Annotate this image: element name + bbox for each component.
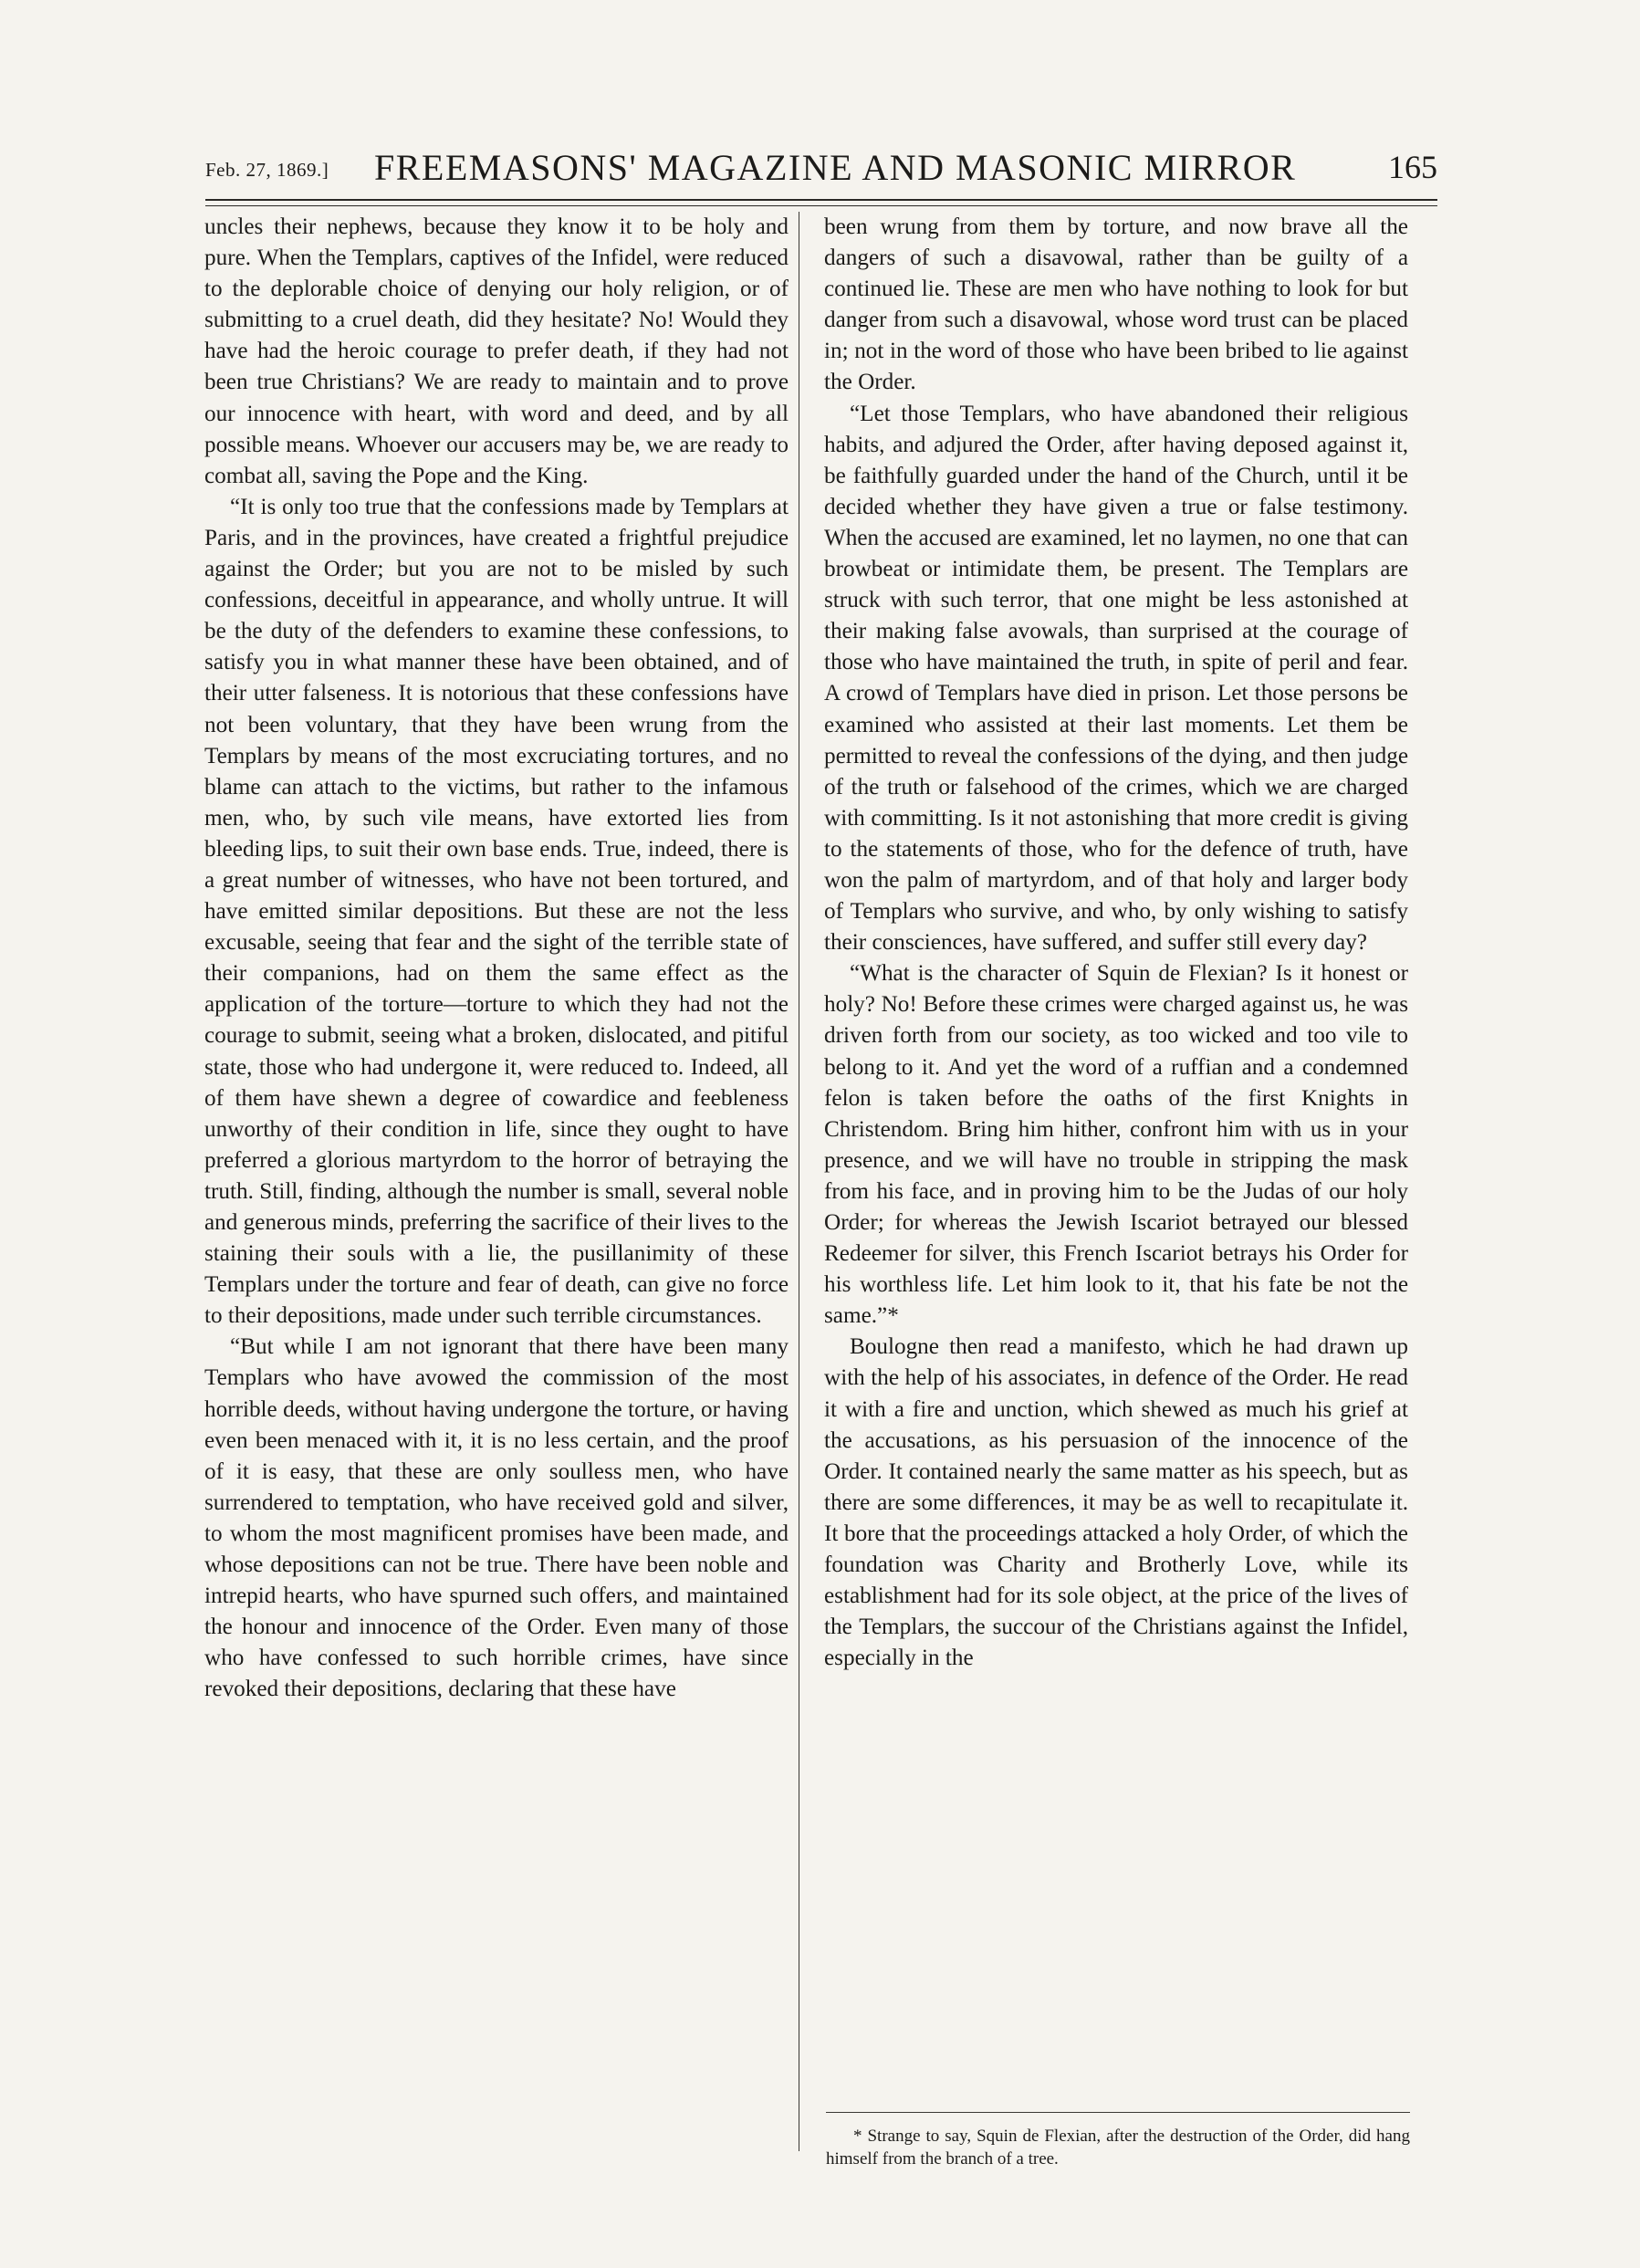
issue-date: Feb. 27, 1869.] — [205, 159, 329, 181]
page-number: 165 — [1388, 149, 1437, 185]
footnote-text: * Strange to say, Squin de Flexian, after the destruction of the Order, did hang himself from the branch of a tree. — [826, 2127, 1410, 2169]
masthead — [205, 146, 1437, 192]
left-column — [204, 212, 789, 2147]
paragraph: “It is only too true that the confessions made by Templars at Paris, and in the provinces, have created a frightful prejudice against the Order; but you are not to be misled by such confessions, deceitful in appearance, and wholly untrue. It will be the duty of the defenders to examine these confessions, to satisfy you in what manner these have been obtained, and of their utter falseness. It is notorious that these confessions have not been voluntary, that they have been wrung from the Templars by means of the most excruciating tortures, and no blame can attach to the victims, but rather to the infamous men, who, by such vile means, have extorted lies from bleeding lips, to suit their own base ends. True, indeed, there is a great number of witnesses, who have not been tortured, and have emitted similar depositions. But these are not the less excusable, seeing that fear and the sight of the terrible state of their companions, had on them the same effect as the application of the torture—torture to which they had not the courage to submit, seeing what a broken, dislocated, and pitiful state, those who had undergone it, were reduced to. Indeed, all of them have shewn a degree of cowardice and feebleness unworthy of their condition in life, since they ought to have preferred a glorious martyrdom to the horror of betraying the truth. Still, finding, although the number is small, several noble and generous minds, preferring the sacrifice of their lives to the staining their souls with a lie, the pusillanimity of these Templars under the torture and fear of death, can give no force to their depositions, made under such terrible circumstances. — [204, 494, 789, 1329]
paragraph: “But while I am not ignorant that there have been many Templars who have avowed the commission of the most horrible deeds, without having undergone the torture, or having even been menaced with it, it is no less certain, and the proof of it is easy, that these are only soulless men, who have surrendered to temptation, who have received gold and silver, to whom the most magnificent promises have been made, and whose depositions can not be true. There have been noble and intrepid hearts, who have spurned such offers, and maintained the honour and innocence of the Order. Even many of those who have confessed to such horrible crimes, have since revoked their depositions, declaring that these have — [204, 1334, 789, 1702]
paragraph: Boulogne then read a manifesto, which he had drawn up with the help of his associates, in defence of the Order. He read it with a fire and unction, which shewed as much his grief at the accusations, as his persuasion of the innocence of the Order. It contained nearly the same matter as his speech, but as there are some differences, it may be as well to recapitulate it. It bore that the proceedings attacked a holy Order, of which the foundation was Charity and Brotherly Love, while its establishment had for its sole object, at the price of the lives of the Templars, the succour of the Christians against the Infidel, especially in the — [824, 1334, 1408, 1671]
publication-title: FREEMASONS' MAGAZINE AND MASONIC MIRROR — [374, 147, 1297, 188]
header-rule — [205, 199, 1437, 206]
footnote-rule — [826, 2112, 1410, 2113]
paragraph: uncles their nephews, because they know it to be holy and pure. When the Templars, captives of the Infidel, were reduced to the deplorable choice of denying our holy religion, or of submitting to a cruel death, did they hesitate? No! Would they have had the heroic courage to prefer death, if they had not been true Christians? We are ready to maintain and to prove our innocence with heart, with word and deed, and by all possible means. Whoever our accusers may be, we are ready to combat all, saving the Pope and the King. — [204, 214, 789, 488]
paragraph: “Let those Templars, who have abandoned their religious habits, and adjured the Order, after having deposed against it, be faithfully guarded under the hand of the Church, until it be decided whether they have given a true or false testimony. When the accused are examined, let no laymen, no one that can browbeat or intimidate them, be present. The Templars are struck with such terror, that one might be less astonished at their making false avowals, than surprised at the courage of those who have maintained the truth, in spite of peril and fear. A crowd of Templars have died in prison. Let those persons be examined who assisted at their last moments. Let them be permitted to reveal the confessions of the dying, and then judge of the truth or falsehood of the crimes, which we are charged with committing. Is it not astonishing that more credit is giving to the statements of those, who for the defence of truth, have won the palm of martyrdom, and of that holy and larger body of Templars who survive, and who, by only wishing to satisfy their consciences, have suffered, and suffer still every day? — [824, 401, 1409, 956]
paragraph: “What is the character of Squin de Flexian? Is it honest or holy? No! Before these crimes were charged against us, he was driven forth from our society, as too wicked and too vile to belong to it. And yet the word of a ruffian and a condemned felon is taken before the oaths of the first Knights in Christendom. Bring him hither, confront him with us in your presence, and we will have no trouble in stripping the mask from his face, and in proving him to be the Judas of our holy Order; for whereas the Jewish Iscariot betrayed our blessed Redeemer for silver, this French Iscariot betrays his Order for his worthless life. Let him look to it, that his fate be not the same.”* — [824, 961, 1408, 1329]
paragraph: been wrung from them by torture, and now brave all the dangers of such a disavowal, rather than be guilty of a continued lie. These are men who have nothing to look for but danger from such a disavowal, whose word trust can be placed in; not in the word of those who have been bribed to lie against the Order. — [824, 214, 1408, 395]
footnote — [826, 2125, 1410, 2170]
right-column — [824, 212, 1408, 1918]
